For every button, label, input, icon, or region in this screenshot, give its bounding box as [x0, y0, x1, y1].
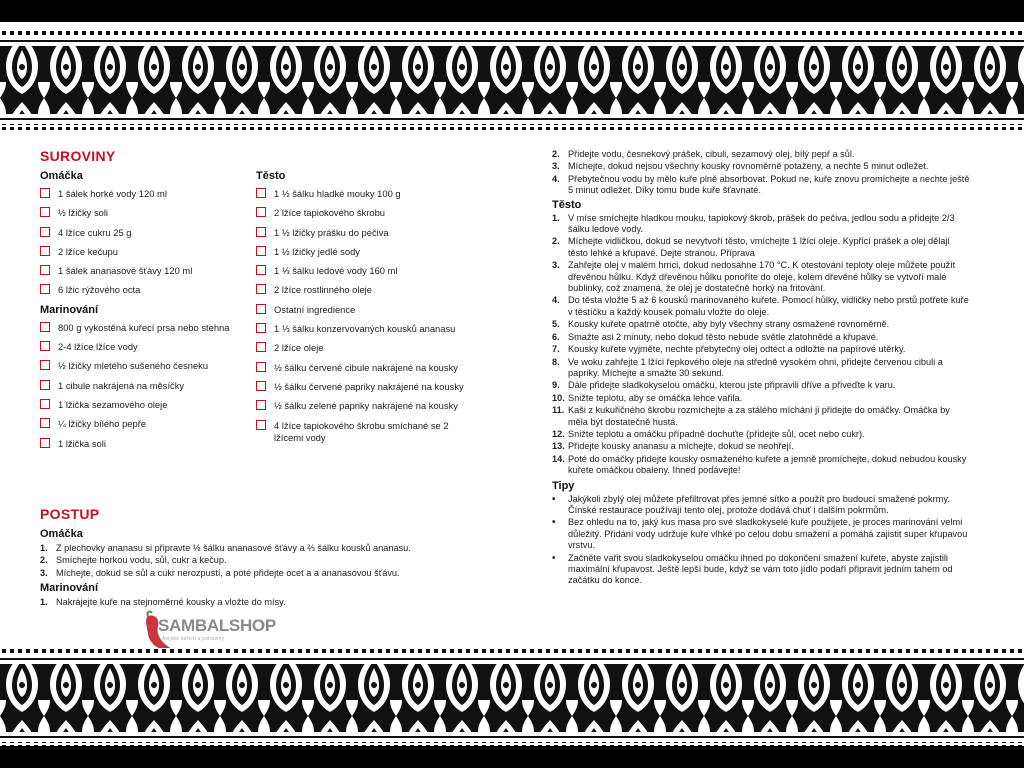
ingredients-title: SUROVINY [40, 148, 116, 164]
step-text: Kousky kuřete opatrně otočte, aby byly všechny strany osmažené rovnoměrně. [568, 319, 890, 330]
tip-text: Začněte vařit svou sladkokyselou omáčku ihned po dokončení smažení kuřete, abyste zajistili maximální křupavost. Ještě lepší bude, když se vám toto jídlo podaří připravit jedním tahem od začátku do konce. [568, 552, 953, 586]
checkbox[interactable] [40, 360, 50, 370]
step-text: Snižte teplotu a omáčku případně dochuťte (přidejte sůl, ocet nebo cukr). [568, 428, 865, 439]
step [40, 597, 510, 608]
ingredient-item [40, 265, 256, 277]
ingredient-item [256, 304, 466, 316]
ingredient-label: Ostatní ingredience [274, 303, 356, 315]
step [552, 357, 972, 380]
ingredient-label: ½ šálku zelené papriky nakrájené na kousky [274, 400, 458, 412]
ingredient-label: ½ šálku červené cibule nakrájené na kousky [274, 361, 458, 373]
ingredient-label: 1 ½ lžičky jedlé sody [274, 245, 360, 257]
checkbox[interactable] [256, 284, 266, 294]
checkbox[interactable] [40, 188, 50, 198]
procedure-marinade-subtitle: Marinování [40, 582, 99, 595]
ingredients-right-col [256, 170, 466, 457]
ingredient-item [256, 284, 466, 296]
step-number: 1. [40, 597, 48, 608]
procedure-sauce-subtitle: Omáčka [40, 528, 83, 540]
step [552, 393, 972, 404]
ingredient-item [40, 227, 256, 239]
step-number: 13. [552, 441, 565, 452]
sauce-subtitle: Omáčka [40, 170, 83, 182]
step-number: 7. [552, 344, 560, 355]
checkbox[interactable] [256, 188, 266, 198]
ingredient-label: 4 lžíce tapiokového škrobu smíchané se 2 lžícemi vody [274, 419, 449, 443]
step [552, 429, 972, 440]
ingredient-item [40, 322, 256, 334]
step-number: 10. [552, 392, 565, 403]
ingredient-item [40, 360, 256, 372]
step [552, 174, 972, 197]
step-text: Snižte teplotu, aby se omáčka lehce vařila. [568, 392, 743, 403]
checkbox[interactable] [40, 399, 50, 409]
step-text: Míchejte, dokud se sůl a cukr nerozpustí, a poté přidejte ocet a a ananasovou šťávu. [56, 567, 400, 578]
checkbox[interactable] [256, 207, 266, 217]
tip [552, 494, 972, 517]
ingredient-label: 1 šálek horké vody 120 ml [58, 188, 167, 199]
ingredient-label: 6 lžic rýžového octa [58, 284, 141, 296]
ingredient-label: ½ šálku červené papriky nakrájené na kousky [274, 380, 464, 392]
ingredient-item [40, 380, 256, 392]
checkbox[interactable] [256, 246, 266, 256]
step [552, 344, 972, 355]
step [552, 441, 972, 452]
ingredient-label: ½ lžičky mletého sušeného česneku [58, 360, 209, 372]
ingredients-left-col [40, 170, 256, 457]
checkbox[interactable] [256, 227, 266, 237]
checkbox[interactable] [40, 380, 50, 390]
checkbox[interactable] [40, 246, 50, 256]
logo-text: SAMBALSHOP [158, 616, 276, 635]
step-number: 3. [552, 161, 560, 172]
step [40, 555, 510, 566]
step-text: Kousky kuřete vyjměte, nechte přebytečný olej odtéct a odložte na papírové utěrky. [568, 344, 906, 355]
step-text: Nakrájejte kuře na stejnoměrné kousky a vložte do mísy. [56, 597, 286, 608]
ingredient-label: 4 lžíce cukru 25 g [58, 226, 132, 238]
ingredient-label: 1 lžička soli [58, 437, 106, 449]
step [552, 454, 972, 477]
step-number: 1. [552, 212, 560, 223]
step [552, 380, 972, 391]
step-text: Zahřejte olej v malém hrnci, dokud nedosáhne 170 °C. K otestování teploty oleje můžete použít dřevěnou hůlku. Když dřevěnou hůlku ponoříte do oleje, kolem dřevěné hůlky se vytvoří malé bublinky, což znamená, že olej je dostatečně horký na fritování. [568, 260, 956, 294]
checkbox[interactable] [256, 265, 266, 275]
checkbox[interactable] [256, 342, 266, 352]
checkbox[interactable] [40, 322, 50, 332]
ingredient-label: 1 ⅓ šálku ledové vody 160 ml [274, 265, 398, 277]
step [552, 260, 972, 294]
step-number: 1. [40, 543, 48, 553]
tip-text: Jakýkoli zbylý olej můžete přefiltrovat přes jemné sítko a použít pro budoucí smažené pokrmy. Čínské restaurace používají tento olej, protože dodává chuť i dalším pokrmům. [568, 493, 950, 515]
step-number: 2. [552, 149, 560, 159]
step [552, 161, 972, 172]
procedure-continued [552, 149, 972, 588]
checkbox[interactable] [256, 381, 266, 391]
logo-tagline: Asijské koření a potraviny [162, 636, 225, 642]
step-number: 3. [40, 567, 48, 578]
ingredient-item [256, 400, 466, 412]
step-text: Přidejte kousky ananasu a míchejte, dokud se neohřejí. [568, 441, 794, 452]
step-number: 2. [552, 236, 560, 247]
step-number: 14. [552, 453, 565, 464]
ingredient-item [256, 323, 466, 335]
ingredient-label: 1 cibule nakrájená na měsíčky [58, 379, 185, 391]
step-text: Míchejte, dokud nejsou všechny kousky rovnoměrně potaženy, a nechte 5 minut odležet. [568, 161, 929, 172]
procedure-section [40, 506, 510, 610]
step [552, 236, 972, 259]
step-text: V míse smíchejte hladkou mouku, tapiokový škrob, prášek do pečiva, jedlou sodu a přidejte 2/3 šálku ledové vody. [568, 212, 955, 235]
ingredient-label: 2-4 lžíce lžíce vody [58, 341, 138, 353]
ingredient-item [40, 438, 256, 450]
ingredient-label: 1 ⅓ šálku konzervovaných kousků ananasu [274, 323, 456, 335]
ingredient-item [256, 265, 466, 277]
ingredients-section [40, 148, 510, 457]
ingredient-label: 800 g vykostěná kuřecí prsa nebo stehna [58, 321, 230, 333]
checkbox[interactable] [256, 420, 266, 430]
tip-number: • [552, 493, 556, 505]
step-number: 11. [552, 405, 565, 416]
checkbox[interactable] [40, 265, 50, 275]
ingredient-item [40, 188, 256, 200]
ingredient-item [40, 246, 256, 258]
procedure-title: POSTUP [40, 506, 100, 522]
checkbox[interactable] [256, 304, 266, 314]
ingredient-item [40, 399, 256, 411]
tips-subtitle: Tipy [552, 479, 575, 492]
step-number: 4. [552, 295, 560, 306]
ingredient-item [256, 362, 466, 374]
step-number: 3. [552, 260, 560, 271]
ingredient-label: ½ lžičky soli [58, 207, 109, 219]
step-text: Ve woku zahřejte 1 lžíci řepkového oleje na středně vysokém ohni, přidejte červenou cibuli a papriky. Míchejte a smažte 30 sekund. [568, 356, 943, 378]
step-number: 9. [552, 380, 560, 391]
step-text: Z plechovky ananasu si připravte ½ šálku ananasové šťávy a ⅔ šálku kousků ananasu. [56, 543, 411, 553]
step-number: 5. [552, 319, 560, 330]
ingredient-item [256, 207, 466, 219]
step-text: Smažte asi 2 minuty, nebo dokud těsto nebude světle zlatohnědé a křupavé. [568, 331, 879, 342]
procedure-batter-subtitle: Těsto [552, 198, 582, 211]
step [552, 295, 972, 318]
step-number: 8. [552, 356, 560, 367]
checkbox[interactable] [40, 227, 50, 237]
step [552, 319, 972, 330]
ingredient-label: 2 lžíce tapiokového škrobu [274, 207, 386, 219]
ingredient-item [256, 246, 466, 258]
step [552, 332, 972, 343]
ingredient-label: ¼ lžičky bílého pepře [58, 418, 147, 430]
step-number: 2. [40, 555, 48, 566]
checkbox[interactable] [40, 284, 50, 294]
ingredient-item [40, 418, 256, 430]
ingredient-label: 1 ½ šálku hladké mouky 100 g [274, 188, 401, 199]
checkbox[interactable] [256, 400, 266, 410]
tip [552, 553, 972, 587]
ingredient-item [256, 420, 466, 444]
ingredient-label: 1 ½ lžičky prášku do pečiva [274, 226, 389, 238]
ingredient-item [256, 381, 466, 393]
step-text: Dále přidejte sladkokyselou omáčku, kterou jste připravili dříve a přiveďte k varu. [568, 380, 896, 391]
ornament-band-top [0, 30, 1024, 134]
step [40, 568, 510, 579]
recipe-page [0, 22, 1024, 746]
ingredient-item [40, 284, 256, 296]
step-number: 12. [552, 428, 565, 439]
ingredient-item [40, 341, 256, 353]
step-text: Poté do omáčky přidejte kousky osmaženého kuřete a jemně promíchejte, dokud nebudou kousky kuřete omáčkou obaleny. Ihned podávejte! [568, 453, 967, 476]
ingredient-item [256, 188, 466, 200]
checkbox[interactable] [40, 207, 50, 217]
batter-subtitle: Těsto [256, 170, 286, 182]
ingredient-label: 2 lžíce oleje [274, 342, 324, 354]
step-text: Kaši z kukuřičného škrobu rozmíchejte a za stálého míchání ji přidejte do omáčky. Omáčka by měla být dostatečně hustá. [568, 405, 950, 427]
ingredient-label: 2 lžíce kečupu [58, 245, 118, 257]
checkbox[interactable] [256, 362, 266, 372]
tip-text: Bez ohledu na to, jaký kus masa pro své sladkokyselé kuře použijete, je proces marinování velmi důležitý. Přidání vody udržuje kuře vlhké po celou dobu smažení a pomáhá zajistit super křupavou vrstvu. [568, 517, 968, 551]
checkbox[interactable] [40, 341, 50, 351]
ingredient-item [40, 207, 256, 219]
ingredient-item [256, 227, 466, 239]
step [552, 213, 972, 236]
tip-number: • [552, 517, 556, 529]
step-number: 6. [552, 331, 560, 342]
ingredient-label: 1 šálek ananasové šťávy 120 ml [58, 265, 193, 277]
step [40, 543, 510, 554]
checkbox[interactable] [40, 438, 50, 448]
marinade-subtitle: Marinování [40, 303, 99, 316]
ingredient-label: 1 lžička sezamového oleje [58, 398, 168, 410]
step-text: Do těsta vložte 5 až 6 kousků marinovaného kuřete. Pomocí hůlky, vidličky nebo prstů potřete kuře v těstíčku a každý kousek pomalu vložte do oleje. [568, 295, 969, 317]
ingredient-label: 2 lžíce rostlinného oleje [274, 284, 372, 296]
checkbox[interactable] [40, 418, 50, 428]
tip [552, 517, 972, 551]
step [552, 149, 972, 160]
step-text: Přidejte vodu, česnekový prášek, cibuli, sezamový olej, bílý pepř a sůl. [568, 149, 855, 159]
step-number: 4. [552, 173, 560, 184]
step-text: Míchejte vidličkou, dokud se nevytvoří těsto, vmíchejte 1 lžíci oleje. Kypřicí prášek a olej dělají těsto lehké a křupavé. Dejte stranou. Příprava [568, 236, 950, 258]
ingredient-item [256, 342, 466, 354]
checkbox[interactable] [256, 323, 266, 333]
tip-number: • [552, 552, 556, 564]
step-text: Smíchejte horkou vodu, sůl, cukr a kečup. [56, 555, 227, 566]
step-text: Přebytečnou vodu by mělo kuře plně absorbovat. Pokud ne, kuře znovu promíchejte a nechte ještě 5 minut odležet. Díky tomu bude kuře šťavnaté. [568, 173, 970, 196]
ornament-band-bottom [0, 648, 1024, 746]
step [552, 405, 972, 428]
